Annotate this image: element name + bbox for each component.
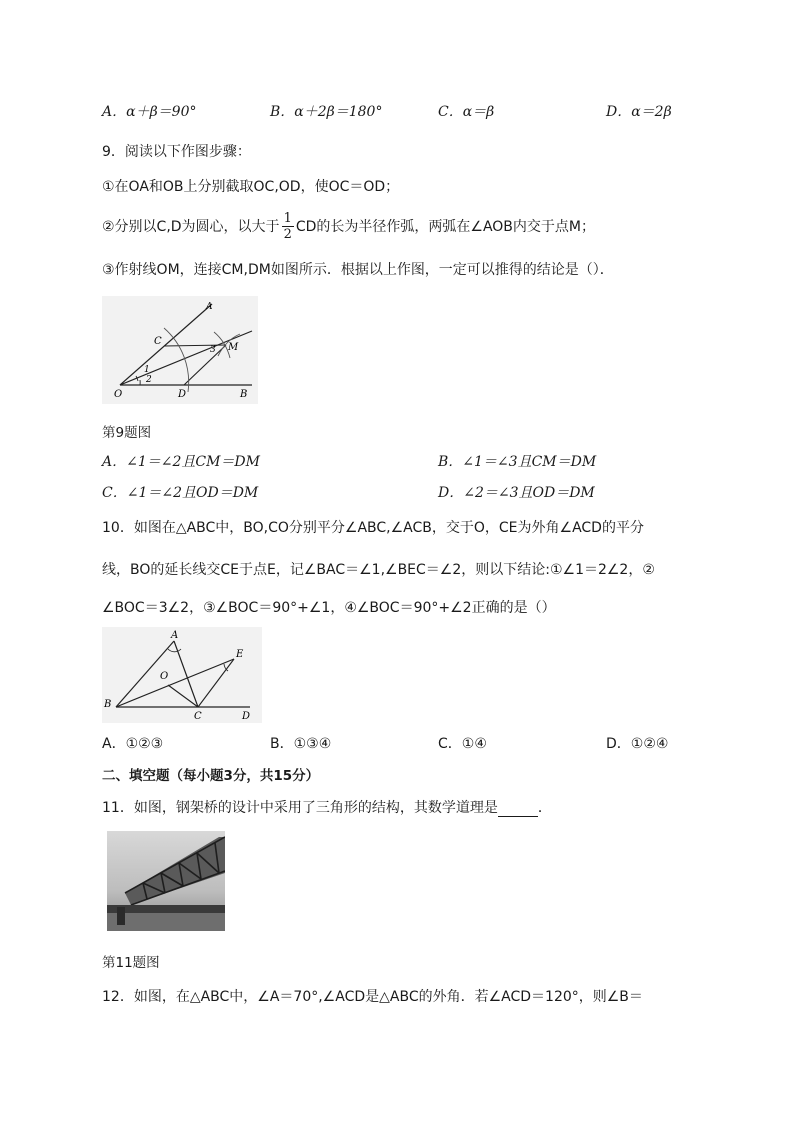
label-angle-3: 3	[210, 345, 216, 355]
label-b: B	[104, 699, 112, 710]
label-c: C	[194, 711, 202, 722]
label-e: E	[236, 649, 244, 660]
fraction-numerator: 1	[283, 210, 292, 226]
q9-step2-pre: ②分别以C,D为圆心，以大于	[102, 219, 280, 235]
q9-option-b: B．∠1＝∠3且CM＝DM	[438, 454, 597, 470]
q8-option-d: D．α＝2β	[606, 104, 672, 120]
label-o: O	[160, 671, 169, 682]
label-angle-2: 2	[146, 375, 152, 385]
q10-option-c: C．①④	[438, 736, 487, 752]
q10-options	[102, 733, 702, 755]
q9-option-d: D．∠2＝∠3且OD＝DM	[438, 485, 595, 501]
figure-background	[102, 627, 262, 723]
label-angle-1: 1	[144, 365, 150, 375]
q9-figure	[102, 296, 258, 404]
q11-text: 11．如图，钢架桥的设计中采用了三角形的结构，其数学道理是	[102, 800, 498, 816]
q10-option-b: B．①③④	[270, 736, 332, 752]
q11-text-row	[102, 797, 552, 817]
label-b: B	[240, 389, 248, 400]
q8-option-b: B．α＋2β＝180°	[270, 104, 383, 120]
q9-stem: 9．阅读以下作图步骤：	[102, 144, 251, 160]
label-c: C	[154, 336, 162, 347]
q9-step1: ①在OA和OB上分别截取OC,OD，使OC＝OD；	[102, 179, 400, 195]
q12-text: 12．如图，在△ABC中，∠A＝70°,∠ACD是△ABC的外角．若∠ACD＝120°，则∠B＝	[102, 989, 643, 1005]
q11-answer-blank[interactable]	[498, 802, 538, 817]
fraction-one-half	[282, 211, 294, 242]
bridge-photo	[107, 831, 225, 931]
q10-line1: 10．如图在△ABC中，BO,CO分别平分∠ABC,∠ACB，交于O，CE为外角∠ACD的平分	[102, 520, 644, 536]
label-a: A	[171, 630, 179, 641]
q9-option-a: A．∠1＝∠2且CM＝DM	[102, 454, 260, 470]
q9-step2	[102, 208, 595, 244]
q10-option-a: A．①②③	[102, 736, 164, 752]
bridge-pier	[117, 907, 125, 925]
q9-step2-post: CD的长为半径作弧，两弧在∠AOB内交于点M；	[295, 219, 595, 235]
q10-figure	[102, 627, 262, 723]
q11-period: ．	[537, 800, 552, 816]
fraction-denominator: 2	[283, 226, 292, 242]
label-d: D	[178, 389, 187, 400]
label-d: D	[242, 711, 251, 722]
q10-line3: ∠BOC＝3∠2，③∠BOC＝90°+∠1，④∠BOC＝90°+∠2正确的是（）	[102, 600, 556, 616]
q9-caption: 第9题图	[102, 425, 152, 441]
q8-option-a: A．α＋β＝90°	[102, 104, 197, 120]
q11-caption: 第11题图	[102, 955, 160, 971]
section-title-fill-in: 二、填空题（每小题3分，共15分）	[102, 768, 320, 784]
q10-line2: 线，BO的延长线交CE于点E，记∠BAC＝∠1,∠BEC＝∠2，则以下结论:①∠1＝2∠2，②	[102, 562, 655, 578]
q8-options	[102, 101, 702, 123]
q10-option-d: D．①②④	[606, 736, 669, 752]
q9-options-row1	[102, 451, 702, 473]
label-a: A	[206, 302, 213, 312]
q9-options-row2	[102, 482, 702, 504]
q8-option-c: C．α＝β	[438, 104, 495, 120]
q9-step3: ③作射线OM，连接CM,DM如图所示．根据以上作图，一定可以推得的结论是（）．	[102, 262, 614, 278]
label-o: O	[114, 389, 123, 400]
label-m: M	[228, 342, 239, 353]
q9-option-c: C．∠1＝∠2且OD＝DM	[102, 485, 259, 501]
